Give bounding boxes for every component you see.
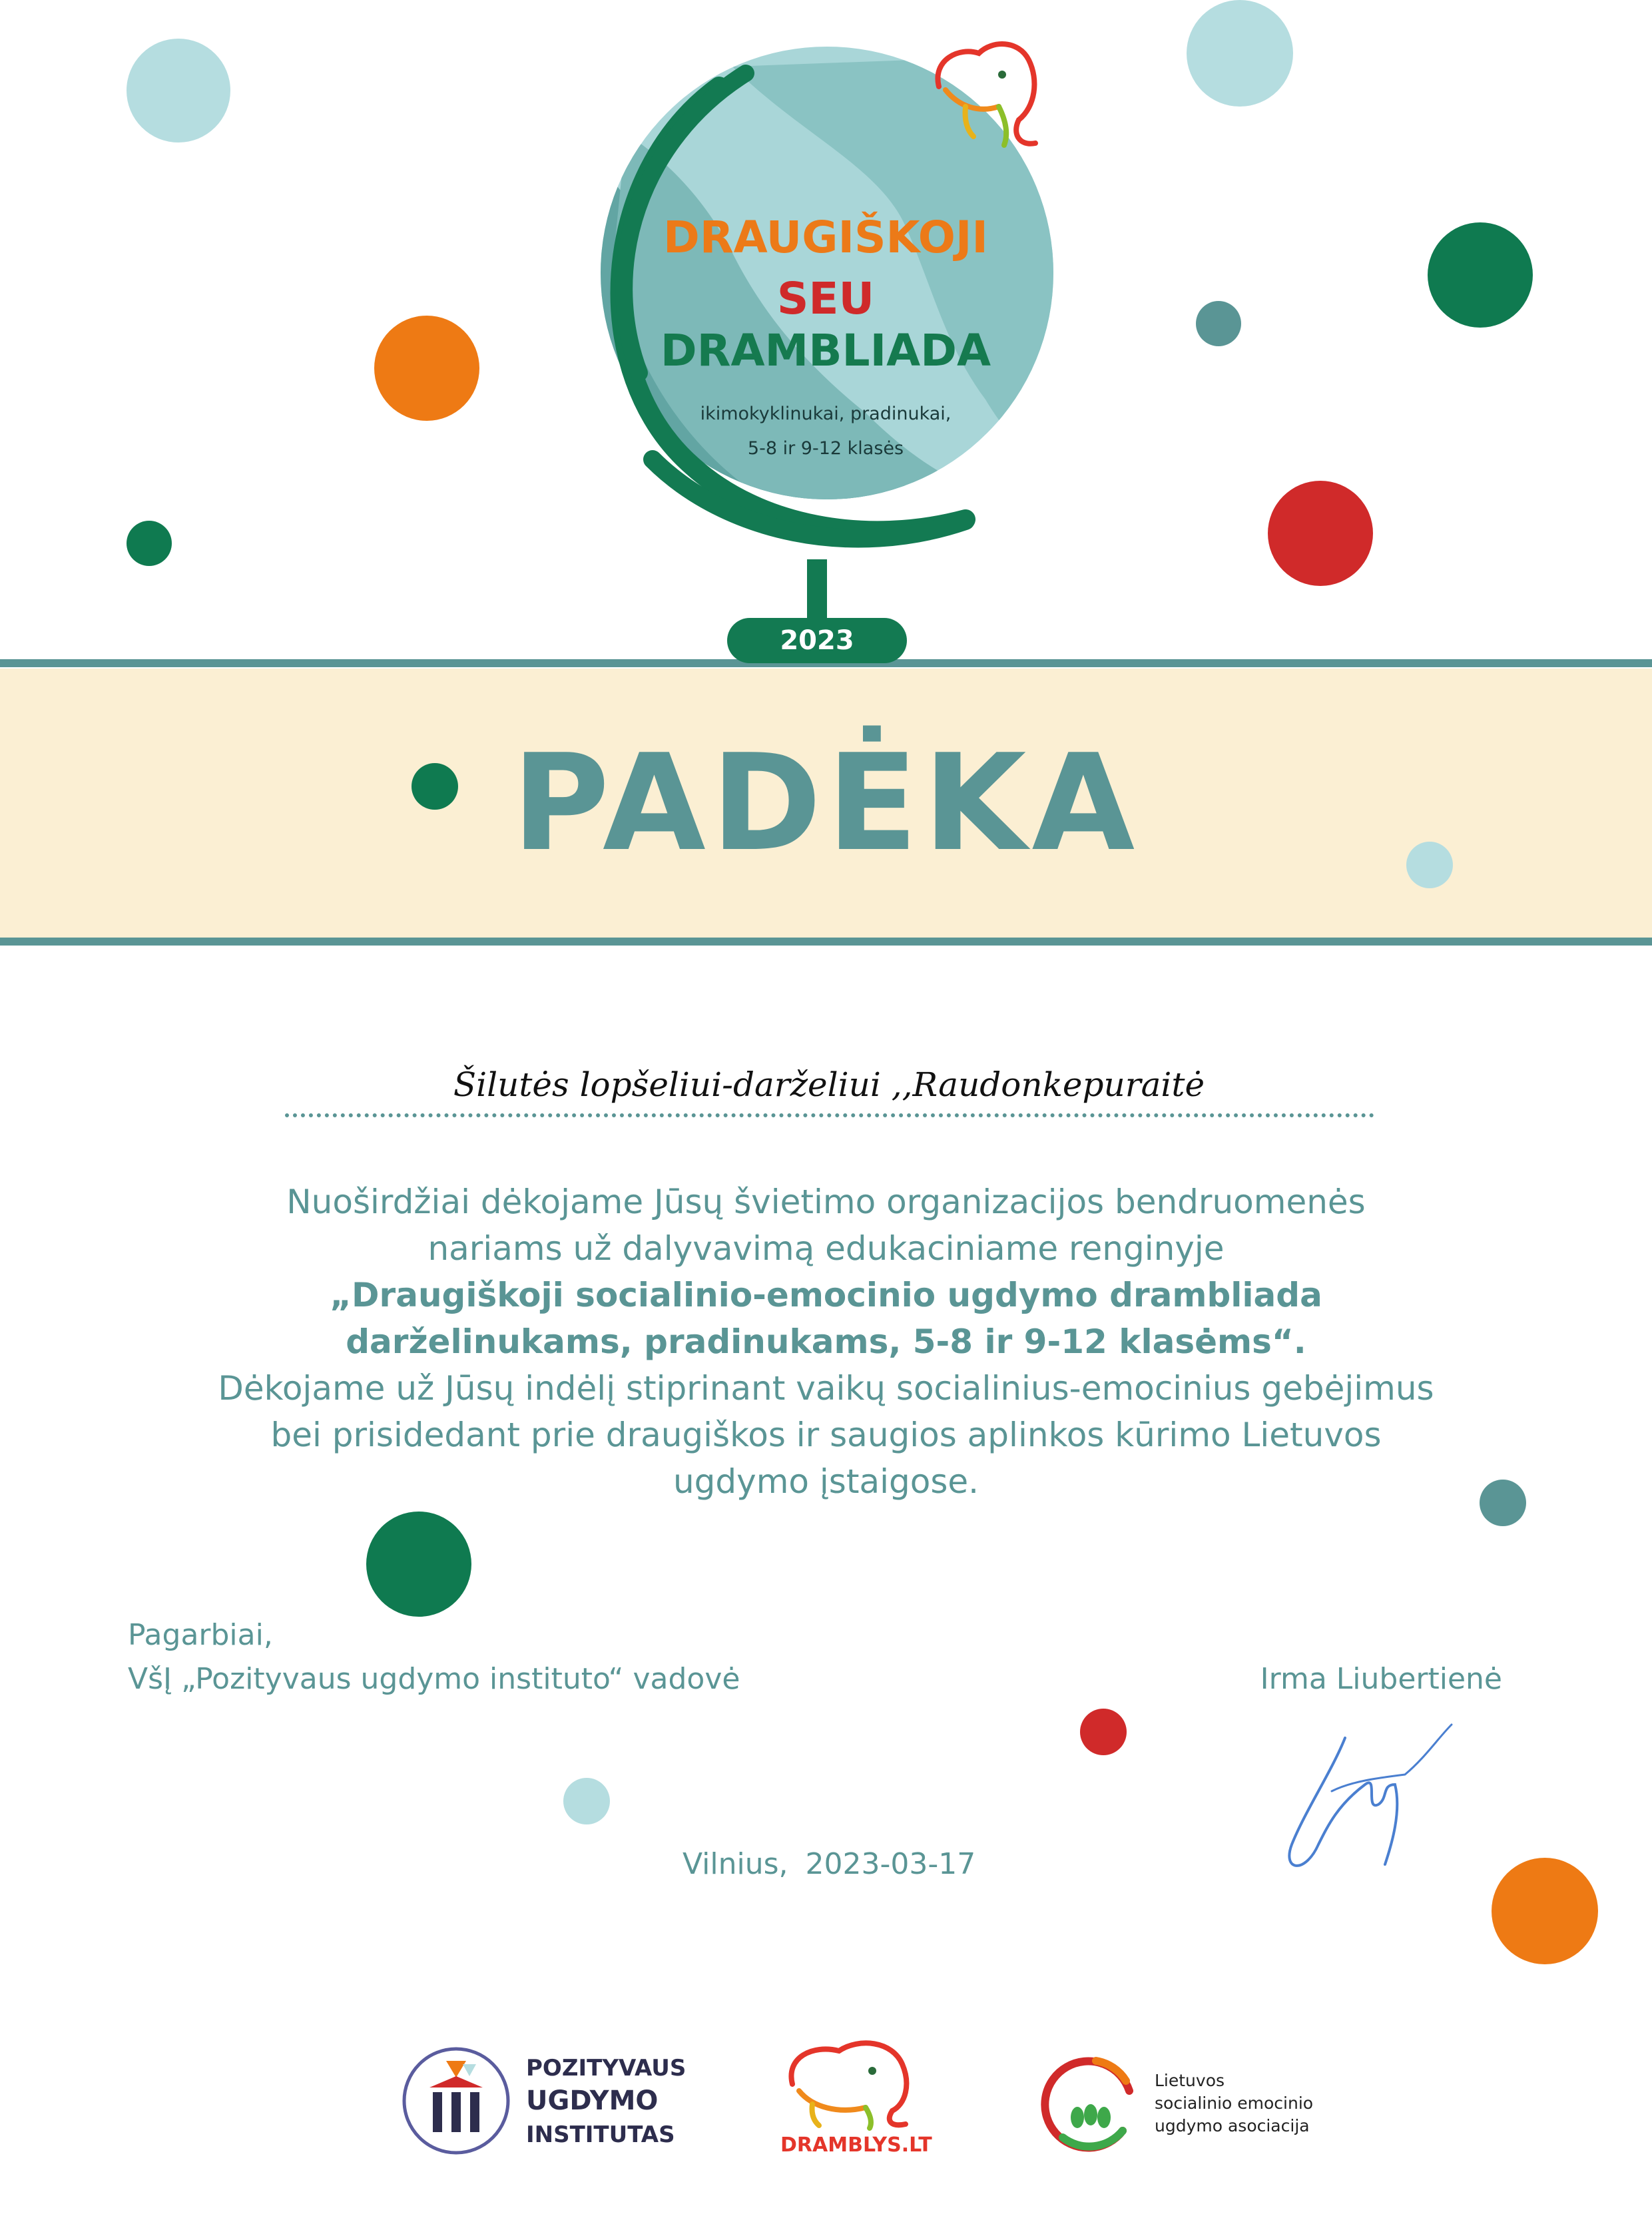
body-line: nariams už dalyvavimą edukaciniame renginyje [427,1229,1225,1268]
decor-dot [366,1512,471,1617]
association-logo-line: Lietuvos [1155,2071,1225,2090]
decor-dot [412,763,458,810]
title-line-3: DRAMBLIADA [660,325,991,376]
date: 2023-03-17 [805,1847,976,1881]
place: Vilnius, [683,1847,788,1881]
signer-role: VšĮ „Pozityvaus ugdymo instituto“ vadovė [128,1662,740,1696]
decor-dot [1268,481,1373,586]
event-name-line: darželinukams, pradinukams, 5-8 ir 9-12 klasėms“. [346,1322,1306,1361]
association-logo-line: ugdymo asociacija [1155,2116,1310,2135]
institute-logo-line: POZITYVAUS [526,2055,687,2081]
institute-logo-line: UGDYMO [526,2085,659,2116]
positive-education-institute-logo [400,2044,513,2157]
decor-dot [1187,0,1293,107]
recipient-name: Šilutės lopšeliui-darželiui ,,Raudonkepuraitė [453,1065,1205,1104]
body-line: bei prisidedant prie draugiškos ir saugios aplinkos kūrimo Lietuvos [270,1416,1382,1454]
decor-dot [127,39,230,142]
decor-dot [1196,301,1241,346]
year-badge: 2023 [727,618,907,663]
association-logo [1036,2051,1143,2157]
dramblys-logo-text: DRAMBLYS.LT [780,2133,932,2157]
banner-bottom-line [0,938,1652,946]
event-name-line: „Draugiškoji socialinio-emocinio ugdymo drambliada [330,1276,1322,1314]
decor-dot [1428,222,1533,328]
subtitle-line-1: ikimokyklinukai, pradinukai, [700,404,952,424]
decor-dot [374,316,479,421]
page-title: PADĖKA [511,726,1141,881]
signature-icon [1265,1711,1465,1884]
recipient-underline [285,1113,1374,1117]
body-line: ugdymo įstaigose. [673,1462,979,1501]
body-line: Nuoširdžiai dėkojame Jūsų švietimo organizacijos bendruomenės [286,1183,1366,1221]
decor-dot [1492,1858,1598,1964]
body-line: Dėkojame už Jūsų indėlį stiprinant vaikų socialinius-emocinius gebėjimus [218,1369,1434,1408]
subtitle-line-2: 5-8 ir 9-12 klasės [747,438,904,459]
signer-name: Irma Liubertienė [1260,1662,1502,1696]
association-logo-line: socialinio emocinio [1155,2093,1314,2113]
elephant-icon [919,27,1052,160]
decor-dot [1406,842,1453,888]
title-line-2: SEU [776,273,875,324]
decor-dot [563,1778,610,1824]
decor-dot [1480,1480,1526,1526]
institute-logo-line: INSTITUTAS [526,2121,675,2148]
title-line-1: DRAUGIŠKOJI [663,212,988,263]
place-date [683,1847,975,1881]
greeting: Pagarbiai, [128,1618,273,1652]
elephant-icon [772,2031,919,2131]
decor-dot [127,521,172,566]
decor-dot [1080,1709,1127,1755]
